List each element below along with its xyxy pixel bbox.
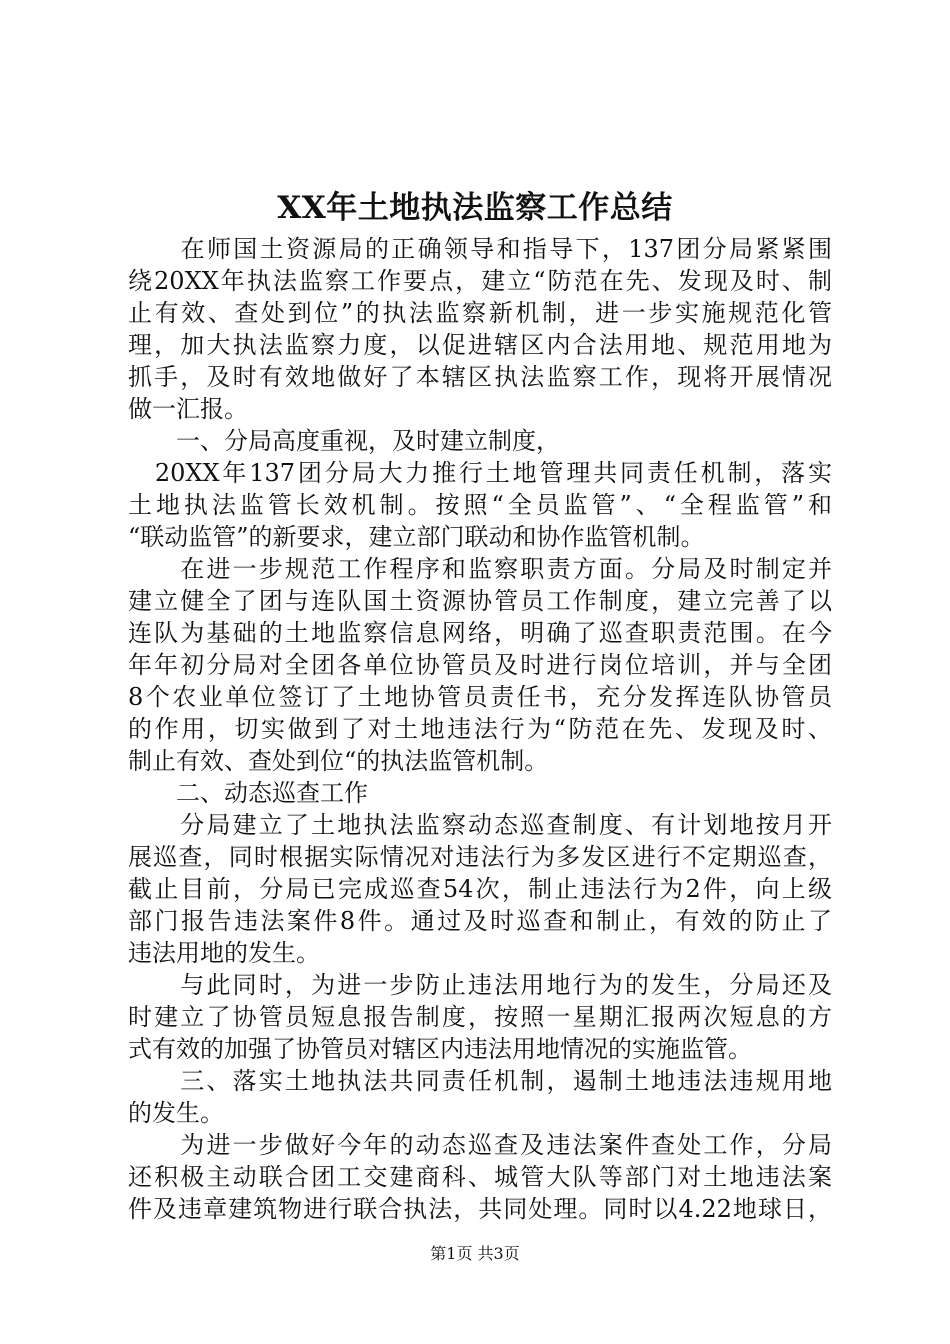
- body-line: 理，加大执法监察力度，以促进辖区内合法用地、规范用地为: [128, 331, 832, 359]
- body-line: 三、落实土地执法共同责任机制，遏制土地违法违规用地: [128, 1067, 832, 1095]
- body-line: 为进一步做好今年的动态巡查及违法案件查处工作，分局: [128, 1131, 832, 1159]
- body-line: 件及违章建筑物进行联合执法，共同处理。同时以4.22地球日，: [128, 1195, 832, 1223]
- body-line: 还积极主动联合团工交建商科、城管大队等部门对土地违法案: [128, 1163, 832, 1191]
- body-line: 的发生。: [128, 1099, 224, 1127]
- body-line: 在进一步规范工作程序和监察职责方面。分局及时制定并: [128, 555, 832, 583]
- body-line: 部门报告违法案件8件。通过及时巡查和制止，有效的防止了: [128, 907, 832, 935]
- body-line: 在师国土资源局的正确领导和指导下，137团分局紧紧围: [128, 235, 832, 263]
- body-line: 绕20XX年执法监察工作要点，建立“防范在先、发现及时、制: [128, 267, 832, 295]
- body-line: 建立健全了团与连队国土资源协管员工作制度，建立完善了以: [128, 587, 832, 615]
- body-line: 时建立了协管员短息报告制度，按照一星期汇报两次短息的方: [128, 1003, 832, 1031]
- body-line: 年年初分局对全团各单位协管员及时进行岗位培训，并与全团: [128, 651, 832, 679]
- page-number-footer: 第1页 共3页: [430, 1244, 520, 1263]
- body-line: 20XX年137团分局大力推行土地管理共同责任机制，落实: [128, 459, 832, 487]
- body-line: 8个农业单位签订了土地协管员责任书，充分发挥连队协管员: [128, 683, 832, 711]
- body-line: 与此同时，为进一步防止违法用地行为的发生，分局还及: [128, 971, 832, 999]
- body-line: 抓手，及时有效地做好了本辖区执法监察工作，现将开展情况: [128, 363, 832, 391]
- body-line: 展巡查，同时根据实际情况对违法行为多发区进行不定期巡查，: [128, 843, 832, 871]
- document-title: XX年土地执法监察工作总结: [277, 190, 673, 226]
- body-line: 式有效的加强了协管员对辖区内违法用地情况的实施监管。: [128, 1035, 752, 1063]
- body-line: 的作用，切实做到了对土地违法行为“防范在先、发现及时、: [128, 715, 832, 743]
- body-line: 违法用地的发生。: [128, 939, 320, 967]
- body-line: 一、分局高度重视，及时建立制度，: [128, 427, 560, 455]
- body-line: 制止有效、查处到位“的执法监管机制。: [128, 747, 549, 775]
- body-line: “联动监管”的新要求，建立部门联动和协作监管机制。: [128, 523, 705, 551]
- body-line: 连队为基础的土地监察信息网络，明确了巡查职责范围。在今: [128, 619, 832, 647]
- body-line: 截止目前，分局已完成巡查54次，制止违法行为2件，向上级: [128, 875, 832, 903]
- body-line: 做一汇报。: [128, 395, 248, 423]
- body-line: 分局建立了土地执法监察动态巡查制度、有计划地按月开: [128, 811, 832, 839]
- body-line: 止有效、查处到位”的执法监察新机制，进一步实施规范化管: [128, 299, 832, 327]
- body-line: 土地执法监管长效机制。按照“全员监管”、“全程监管”和: [128, 491, 832, 519]
- document-body: [128, 233, 832, 1225]
- body-line: 二、动态巡查工作: [128, 779, 368, 807]
